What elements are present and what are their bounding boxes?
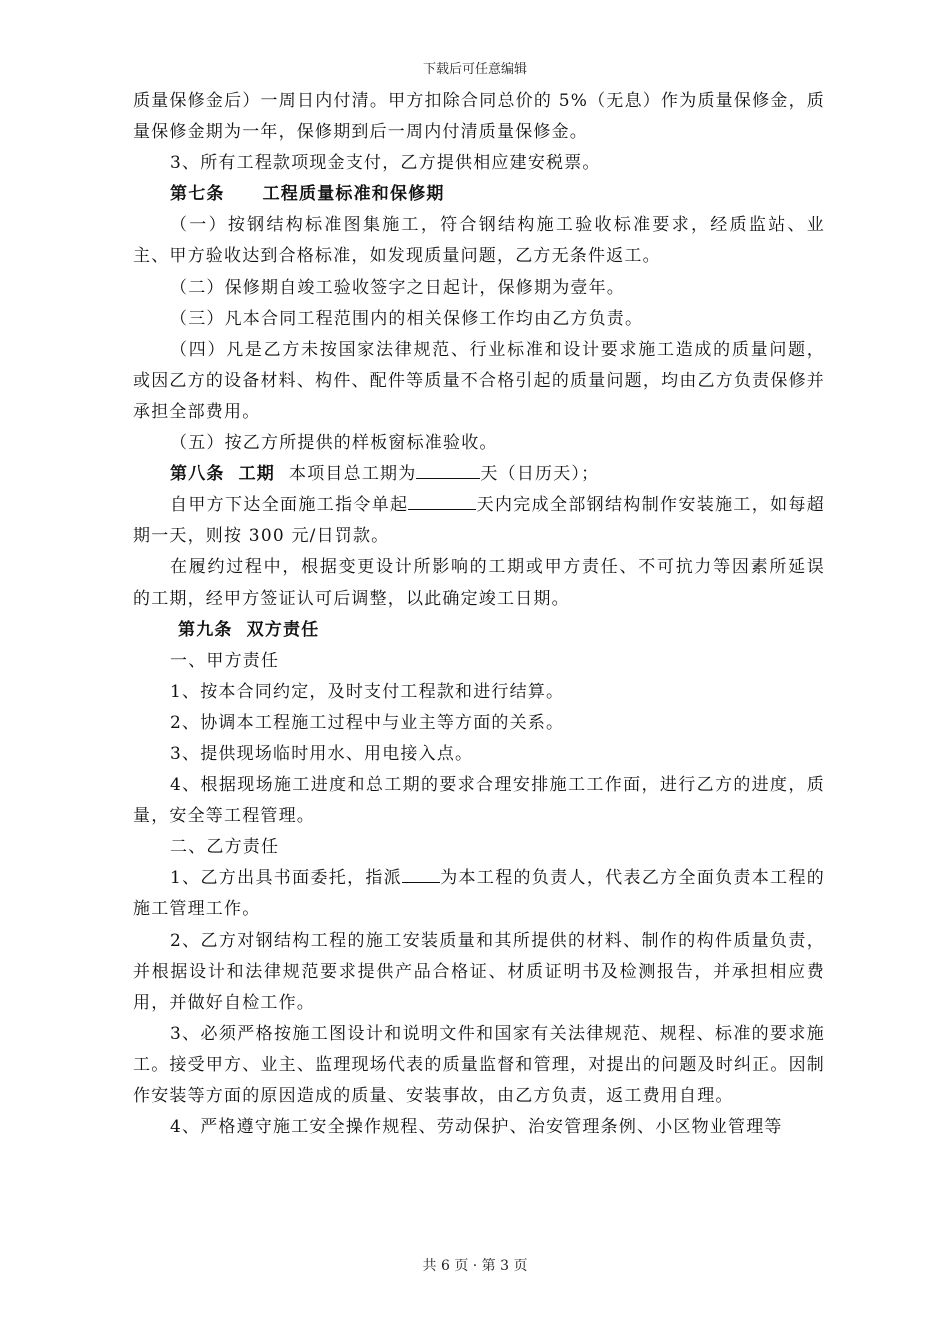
paragraph-text: 为本工程的负责人，代表乙方全面负责本工程的施工管理工作。 [133, 868, 825, 920]
section-heading: 二、乙方责任 [170, 837, 280, 858]
paragraph: 3、所有工程款项现金支付，乙方提供相应建安税票。 [170, 153, 601, 174]
paragraph: （四）凡是乙方未按国家法律规范、行业标准和设计要求施工造成的质量问题，或因乙方的设备材料、构件、配件等质量不合格引起的质量问题，均由乙方负责保修并承担全部费用。 [133, 339, 825, 422]
article-title: 双方责任 [246, 619, 320, 640]
article-lead-tail: 天（日历天）； [480, 464, 600, 485]
paragraph: 3、提供现场临时用水、用电接入点。 [170, 743, 474, 764]
document-body [133, 86, 825, 1143]
paragraph-text: 自甲方下达全面施工指令单起 [170, 495, 409, 516]
page-footer: 共 6 页 · 第 3 页 [422, 1258, 528, 1274]
article-number: 第九条 [178, 619, 233, 640]
paragraph: 1、按本合同约定，及时支付工程款和进行结算。 [170, 681, 565, 702]
paragraph-text: 1、乙方出具书面委托，指派 [170, 868, 403, 889]
article-lead: 本项目总工期为 [289, 464, 417, 485]
paragraph: 3、必须严格按施工图设计和说明文件和国家有关法律规范、规程、标准的要求施工。接受甲方、业主、监理现场代表的质量监督和管理，对提出的问题及时纠正。因制作安装等方面的原因造成的质量、安装事故，由乙方负责，返工费用自理。 [133, 1023, 825, 1106]
paragraph: 质量保修金后）一周日内付清。甲方扣除合同总价的 5%（无息）作为质量保修金，质量保修金期为一年，保修期到后一周内付清质量保修金。 [133, 91, 825, 143]
section-heading: 一、甲方责任 [170, 650, 280, 671]
article-heading [133, 459, 825, 490]
paragraph: （一）按钢结构标准图集施工，符合钢结构施工验收标准要求，经质监站、业主、甲方验收达到合格标准，如发现质量问题，乙方无条件返工。 [133, 215, 825, 267]
paragraph: 在履约过程中，根据变更设计所影响的工期或甲方责任、不可抗力等因素所延误的工期，经甲方签证认可后调整，以此确定竣工日期。 [133, 557, 825, 609]
article-number: 第七条 [170, 184, 225, 205]
paragraph [133, 863, 825, 925]
article-title: 工程质量标准和保修期 [262, 184, 445, 205]
article-number: 第八条 [170, 464, 225, 485]
paragraph-text: 天内完成全部钢结构制作安装施工，如每超期一天，则按 300 元/日罚款。 [133, 495, 825, 547]
paragraph [133, 490, 825, 552]
fill-in-blank[interactable] [408, 491, 476, 510]
paragraph: （三）凡本合同工程范围内的相关保修工作均由乙方负责。 [170, 308, 644, 329]
paragraph: 4、根据现场施工进度和总工期的要求合理安排施工工作面，进行乙方的进度，质量，安全等工程管理。 [133, 775, 825, 827]
article-heading [133, 615, 825, 646]
paragraph: （五）按乙方所提供的样板窗标准验收。 [170, 433, 498, 454]
fill-in-blank[interactable] [402, 864, 440, 883]
paragraph: 2、协调本工程施工过程中与业主等方面的关系。 [170, 712, 565, 733]
article-title: 工期 [238, 464, 276, 485]
paragraph: 2、乙方对钢结构工程的施工安装质量和其所提供的材料、制作的构件质量负责，并根据设计和法律规范要求提供产品合格证、材质证明书及检测报告，并承担相应费用，并做好自检工作。 [133, 930, 825, 1013]
fill-in-blank[interactable] [416, 460, 480, 479]
paragraph: 4、严格遵守施工安全操作规程、劳动保护、治安管理条例、小区物业管理等 [170, 1117, 783, 1138]
article-heading [133, 179, 825, 210]
page-header: 下载后可任意编辑 [422, 62, 527, 77]
paragraph: （二）保修期自竣工验收签字之日起计，保修期为壹年。 [170, 277, 625, 298]
